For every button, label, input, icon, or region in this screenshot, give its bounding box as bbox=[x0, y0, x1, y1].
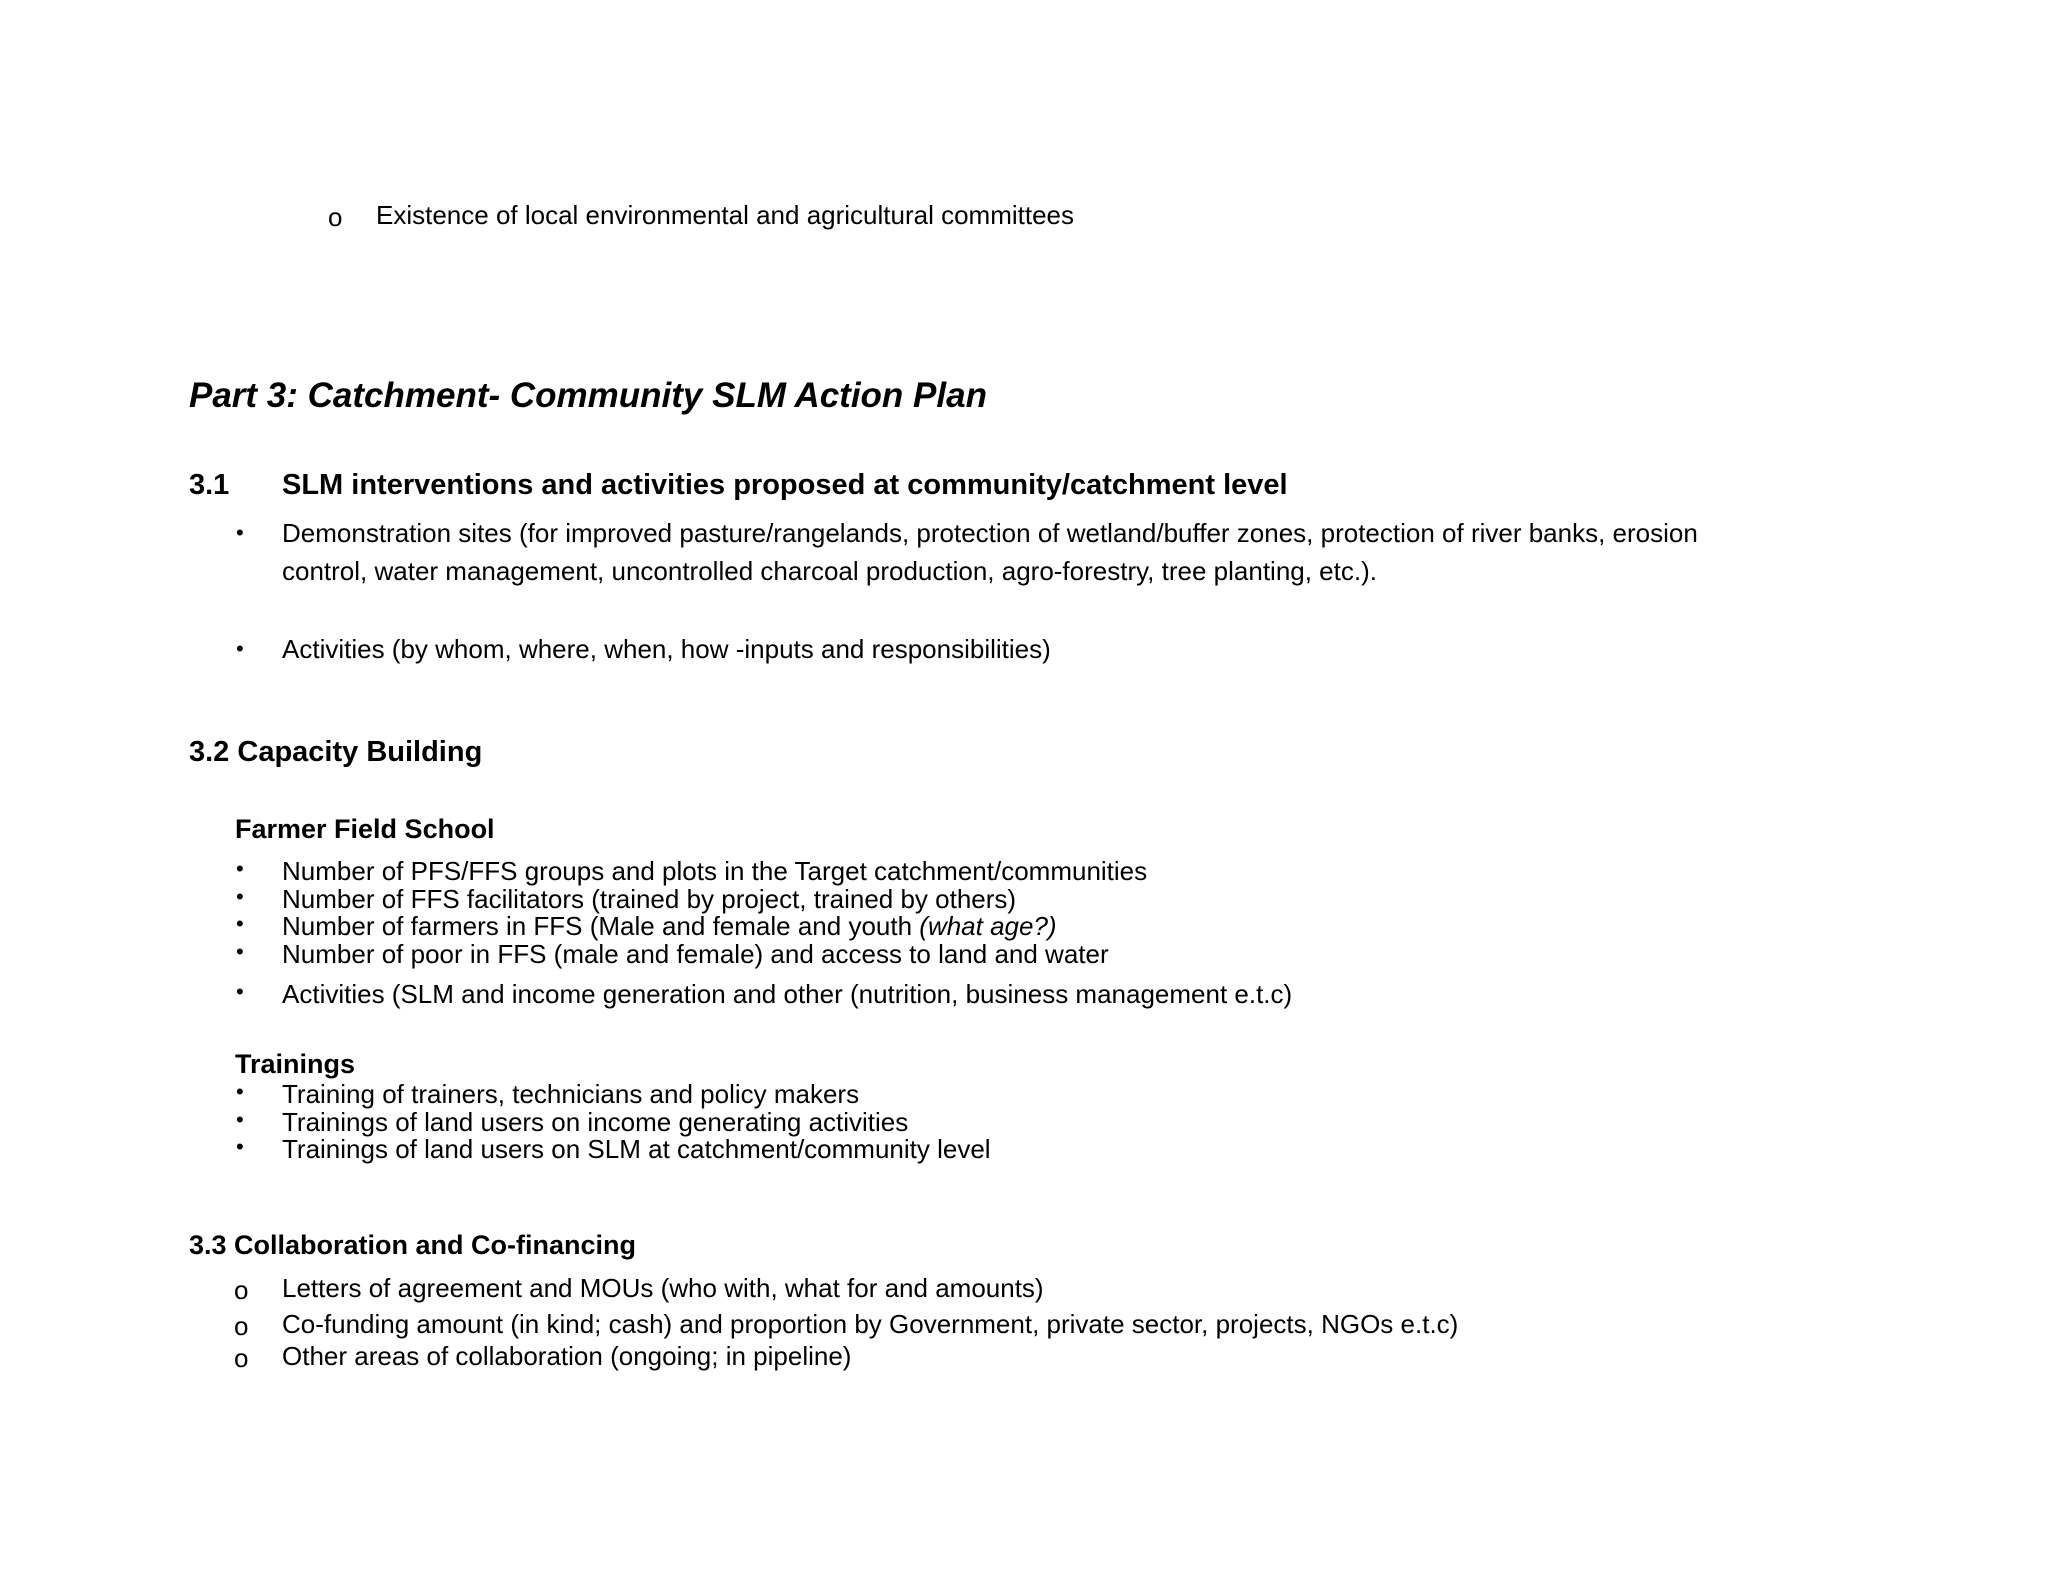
list-marker: o bbox=[234, 1343, 249, 1373]
part-title: Part 3: Catchment- Community SLM Action Plan bbox=[189, 376, 987, 415]
list-item: Trainings of land users on SLM at catchment/community level bbox=[282, 1134, 991, 1164]
list-marker: o bbox=[234, 1275, 249, 1305]
bullet-marker: • bbox=[236, 979, 244, 1004]
subsection-heading: Farmer Field School bbox=[235, 814, 495, 844]
section-heading: 3.3 Collaboration and Co-financing bbox=[189, 1230, 637, 1260]
bullet-marker: • bbox=[236, 939, 244, 964]
list-item: Number of PFS/FFS groups and plots in the Target catchment/communities bbox=[282, 856, 1148, 886]
bullet-marker: • bbox=[236, 1107, 244, 1132]
section-heading: 3.2 Capacity Building bbox=[189, 736, 483, 768]
bullet-marker: • bbox=[236, 856, 244, 881]
list-item-text: Number of farmers in FFS (Male and female and youth bbox=[282, 911, 920, 941]
bullet-marker: • bbox=[236, 636, 244, 661]
list-item-continuation: control, water management, uncontrolled charcoal production, agro-forestry, tree planting, etc.). bbox=[282, 556, 1377, 586]
list-item: Activities (by whom, where, when, how -inputs and responsibilities) bbox=[282, 634, 1051, 664]
bullet-marker: • bbox=[236, 1134, 244, 1159]
list-item: Trainings of land users on income generating activities bbox=[282, 1107, 909, 1137]
list-marker: o bbox=[328, 202, 343, 232]
list-item-note: (what age?) bbox=[919, 911, 1057, 941]
bullet-marker: • bbox=[236, 520, 244, 545]
list-item bbox=[282, 911, 1057, 941]
list-item: Training of trainers, technicians and policy makers bbox=[282, 1079, 860, 1109]
bullet-marker: • bbox=[236, 884, 244, 909]
list-item: Number of poor in FFS (male and female) and access to land and water bbox=[282, 939, 1109, 969]
list-marker: o bbox=[234, 1311, 249, 1341]
list-item: Letters of agreement and MOUs (who with, what for and amounts) bbox=[282, 1273, 1044, 1303]
list-item: Number of FFS facilitators (trained by project, trained by others) bbox=[282, 884, 1017, 914]
bullet-marker: • bbox=[236, 1079, 244, 1104]
bullet-marker: • bbox=[236, 911, 244, 936]
subsection-heading: Trainings bbox=[235, 1049, 356, 1079]
list-item: Co-funding amount (in kind; cash) and proportion by Government, private sector, projects, NGOs e.t.c) bbox=[282, 1309, 1459, 1339]
list-item: Demonstration sites (for improved pasture/rangelands, protection of wetland/buffer zones, protection of river banks, erosion bbox=[282, 518, 1698, 548]
section-heading: SLM interventions and activities proposed at community/catchment level bbox=[282, 469, 1288, 501]
section-number: 3.1 bbox=[189, 469, 230, 501]
committees-item: Existence of local environmental and agricultural committees bbox=[376, 200, 1075, 230]
list-item: Other areas of collaboration (ongoing; in pipeline) bbox=[282, 1341, 852, 1371]
list-item: Activities (SLM and income generation and other (nutrition, business management e.t.c) bbox=[282, 979, 1293, 1009]
